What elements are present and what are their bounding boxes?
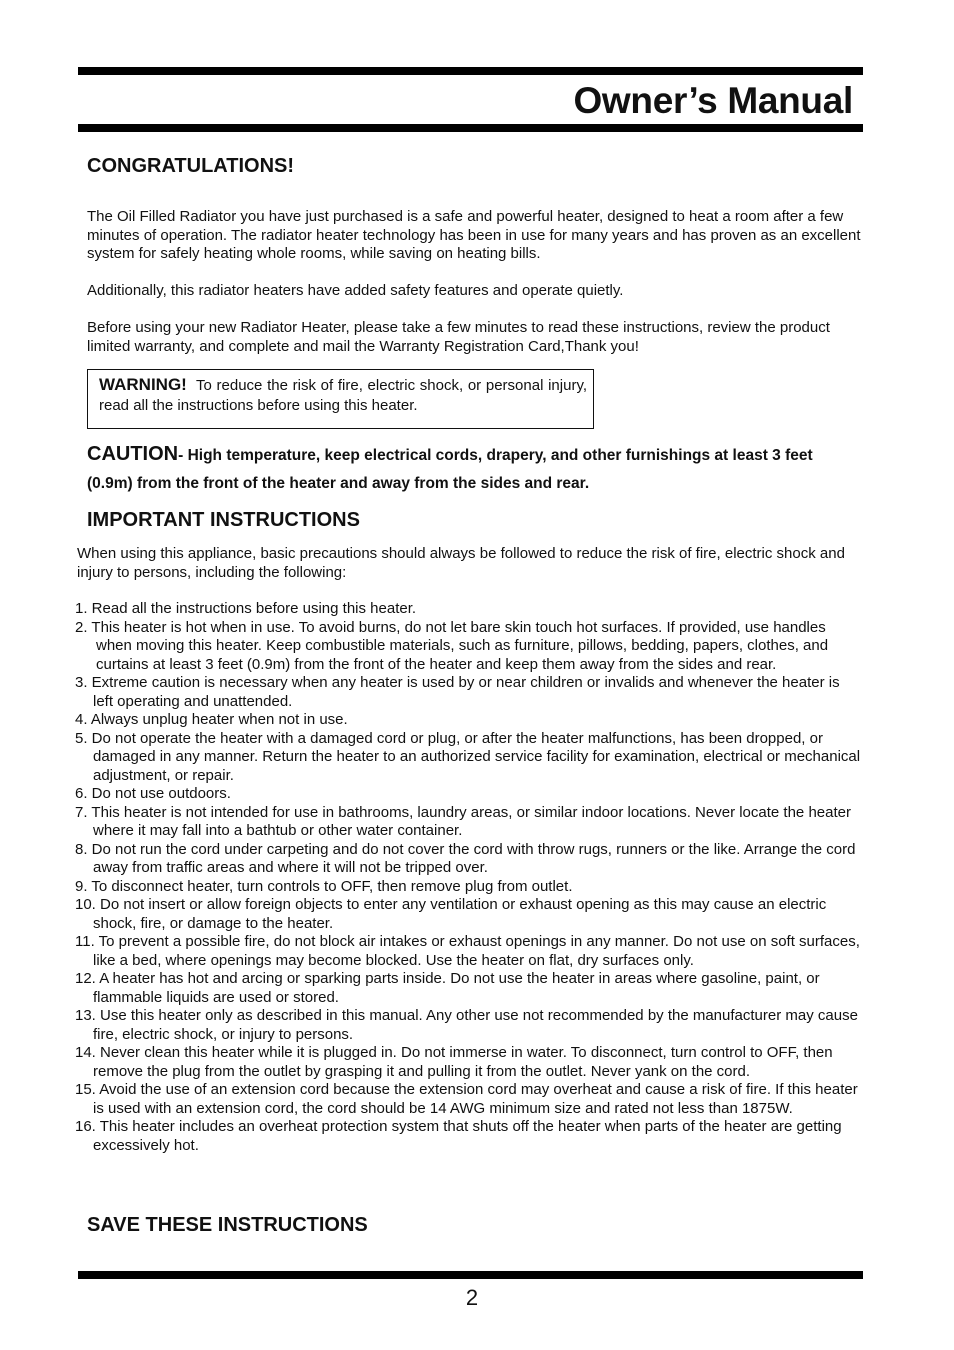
list-item: 7. This heater is not intended for use in bathrooms, laundry areas, or similar indoor locations. Never locate the heater where it may fall into a bathtub or other water container. bbox=[75, 803, 851, 839]
caution-label: CAUTION bbox=[87, 443, 179, 465]
footer-rule bbox=[78, 1271, 863, 1279]
header-rule-bottom bbox=[78, 124, 863, 132]
congratulations-heading: CONGRATULATIONS! bbox=[87, 155, 295, 177]
instruction-list bbox=[75, 600, 863, 1155]
list-item: 15. Avoid the use of an extension cord because the extension cord may overheat and cause a risk of fire. If this heater is used with an extension cord, the cord should be 14 AWG minimum size and rated not less than 1875W. bbox=[75, 1081, 858, 1117]
save-instructions-heading: SAVE THESE INSTRUCTIONS bbox=[87, 1214, 368, 1236]
list-item: 12. A heater has hot and arcing or sparking parts inside. Do not use the heater in areas where gasoline, paint, or flammable liquids are used or stored. bbox=[75, 970, 820, 1006]
page-title: Owner’s Manual bbox=[573, 80, 853, 121]
caution-text: - High temperature, keep electrical cords, drapery, and other furnishings at least 3 feet (0.9m) from the front of the heater and away from the sides and rear. bbox=[87, 447, 813, 492]
list-item: 4. Always unplug heater when not in use. bbox=[75, 711, 348, 728]
warning-label: WARNING! bbox=[99, 375, 187, 394]
important-instructions-heading: IMPORTANT INSTRUCTIONS bbox=[87, 509, 360, 531]
list-item: 13. Use this heater only as described in this manual. Any other use not recommended by the manufacturer may cause fire, electric shock, or injury to persons. bbox=[75, 1007, 858, 1043]
intro-paragraph: The Oil Filled Radiator you have just purchased is a safe and powerful heater, designed to heat a room after a few minutes of operation. The radiator heater technology has been in use for many years and has proven as an excellent system for safely heating whole rooms, while saving on heating bills. bbox=[87, 208, 861, 262]
warning-text: To reduce the risk of fire, electric shock, or personal injury, read all the instructions before using this heater. bbox=[99, 377, 587, 414]
list-item: 5. Do not operate the heater with a damaged cord or plug, or after the heater malfunctions, has been dropped, or damaged in any manner. Return the heater to an authorized service facility for examination, electrical or mechanical adjustment, or repair. bbox=[75, 729, 861, 784]
caution-notice bbox=[87, 440, 862, 498]
list-item: 2. This heater is hot when in use. To avoid burns, do not let bare skin touch hot surfaces. If provided, use handles when moving this heater. Keep combustible materials, such as furniture, pillows, bedding, papers, clothes, and curtains at least 3 feet (0.9m) from the front of the heater and keep them away from the sides and rear. bbox=[75, 618, 829, 673]
important-intro: When using this appliance, basic precautions should always be followed to reduce the risk of fire, electric shock and injury to persons, including the following: bbox=[77, 545, 845, 581]
list-item: 8. Do not run the cord under carpeting and do not cover the cord with throw rugs, runners or the like. Arrange the cord away from traffic areas and where it will not be tripped over. bbox=[75, 840, 856, 876]
list-item: 1. Read all the instructions before using this heater. bbox=[75, 600, 417, 617]
page-number: 2 bbox=[465, 1285, 479, 1310]
list-item: 10. Do not insert or allow foreign objects to enter any ventilation or exhaust opening as this may cause an electric shock, fire, or damage to the heater. bbox=[75, 896, 827, 932]
list-item: 16. This heater includes an overheat protection system that shuts off the heater when parts of the heater are getting excessively hot. bbox=[75, 1118, 842, 1154]
list-item: 11. To prevent a possible fire, do not block air intakes or exhaust openings in any manner. Do not use on soft surfaces, like a bed, where openings may become blocked. Use the heater on flat, dry surfaces only. bbox=[75, 933, 860, 969]
safety-features-paragraph: Additionally, this radiator heaters have added safety features and operate quietly. bbox=[87, 282, 624, 299]
list-item: 9. To disconnect heater, turn controls to OFF, then remove plug from outlet. bbox=[75, 877, 573, 895]
read-instructions-paragraph: Before using your new Radiator Heater, please take a few minutes to read these instructions, review the product limited warranty, and complete and mail the Warranty Registration Card,Thank you! bbox=[87, 319, 830, 355]
header-rule-top bbox=[78, 67, 863, 75]
list-item: 3. Extreme caution is necessary when any heater is used by or near children or invalids and whenever the heater is left operating and unattended. bbox=[75, 674, 840, 710]
list-item: 6. Do not use outdoors. bbox=[75, 785, 231, 802]
warning-box bbox=[87, 369, 594, 429]
list-item: 14. Never clean this heater while it is plugged in. Do not immerse in water. To disconnect, turn control to OFF, then remove the plug from the outlet by grasping it and pulling it from the outlet. Never yank on the cord. bbox=[75, 1044, 833, 1080]
